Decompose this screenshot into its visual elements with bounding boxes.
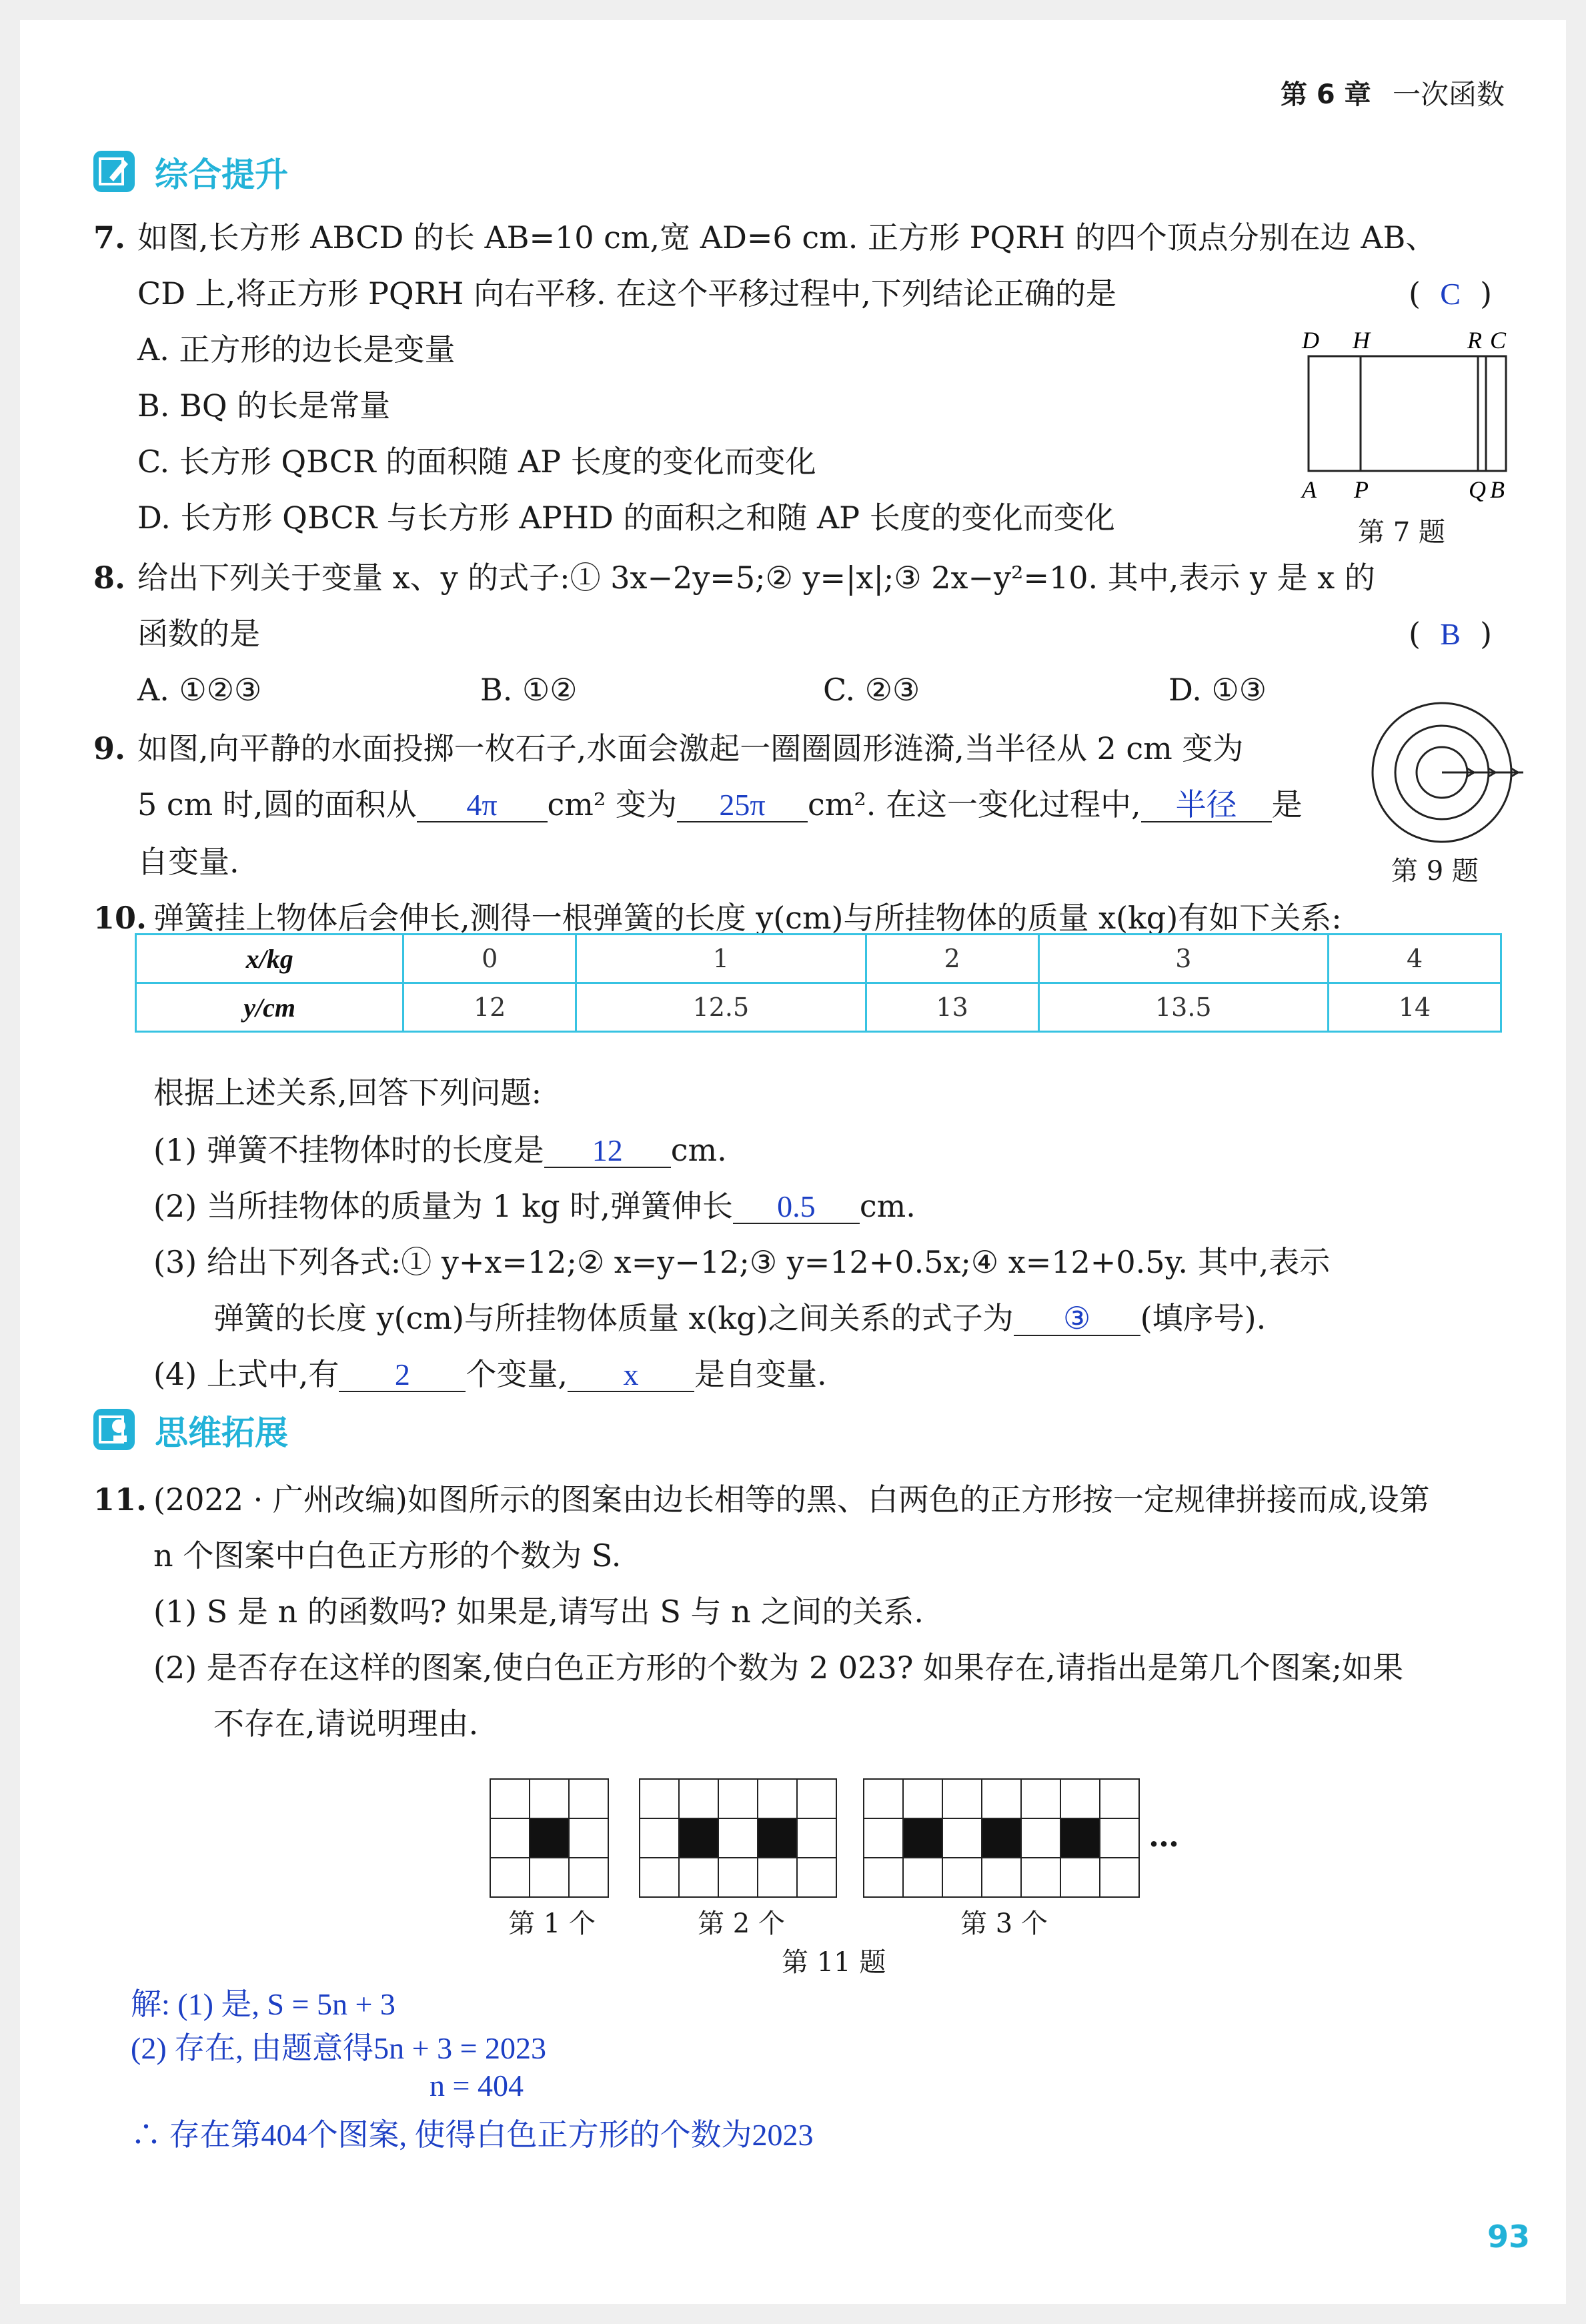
q7-figure	[1287, 327, 1514, 514]
table-cell: 12	[404, 983, 576, 1032]
table-cell: 4	[1329, 935, 1501, 983]
pattern-ellipsis: …	[1148, 1818, 1179, 1854]
q8-answer-bracket: ( B )	[1409, 616, 1493, 652]
q11-line1: (2022 · 广州改编)如图所示的图案由边长相等的黑、白两色的正方形按一定规律拼接而成,设第	[153, 1482, 1430, 1518]
q9-line2	[137, 784, 1303, 824]
q8-option-a: A. ①②③	[137, 672, 262, 708]
pattern-3	[863, 1778, 1140, 1898]
q9-line2-b: cm² 变为	[547, 786, 677, 822]
q9-line2-c: cm². 在这一变化过程中,	[807, 786, 1141, 822]
pattern-1	[490, 1778, 609, 1898]
q9-line2-d: 是	[1271, 786, 1303, 822]
q10-blank-stretch: 0.5	[733, 1191, 860, 1224]
table-row	[136, 983, 1501, 1032]
q10-part2-unit: cm.	[859, 1188, 916, 1224]
q7-option-d: D. 长方形 QBCR 与长方形 APHD 的面积之和随 AP 长度的变化而变化	[137, 500, 1115, 536]
q7-option-c: C. 长方形 QBCR 的面积随 AP 长度的变化而变化	[137, 444, 816, 480]
q8-answer: B	[1440, 617, 1461, 651]
q10-table	[135, 933, 1502, 1033]
q11-part1: (1) S 是 n 的函数吗? 如果是,请写出 S 与 n 之间的关系.	[153, 1594, 924, 1630]
table-cell: 13.5	[1038, 983, 1329, 1032]
q10-part4	[153, 1354, 827, 1394]
solution-line4: ∴ 存在第404个图案, 使得白色正方形的个数为2023	[131, 2118, 814, 2152]
q8-option-c: C. ②③	[823, 672, 920, 708]
q9-line2-a: 5 cm 时,圆的面积从	[137, 786, 417, 822]
q10-part1-text: (1) 弹簧不挂物体时的长度是	[153, 1132, 544, 1168]
fig7-label-c: C	[1490, 327, 1507, 354]
q8-option-d: D. ①③	[1168, 672, 1267, 708]
q7-line1: 如图,长方形 ABCD 的长 AB=10 cm,宽 AD=6 cm. 正方形 PQRH 的四个顶点分别在边 AB、	[137, 219, 1437, 255]
q8-number: 8.	[93, 560, 126, 596]
table-cell: 13	[866, 983, 1038, 1032]
solution-line2: (2) 存在, 由题意得5n + 3 = 2023	[131, 2031, 547, 2065]
solution-line3: n = 404	[430, 2069, 524, 2103]
q8-line1: 给出下列关于变量 x、y 的式子:① 3x−2y=5;② y=|x|;③ 2x−y²=10. 其中,表示 y 是 x 的	[137, 560, 1375, 596]
table-row	[136, 935, 1501, 983]
q9-ripple-figure	[1369, 694, 1529, 854]
section-title-comprehensive: 综合提升	[155, 155, 288, 194]
q7-caption: 第 7 题	[1358, 517, 1445, 548]
q10-blank-independent: x	[568, 1359, 694, 1392]
q7-answer: C	[1440, 277, 1461, 311]
q11-line2: n 个图案中白色正方形的个数为 S.	[153, 1538, 622, 1574]
page-number: 93	[1487, 2219, 1531, 2255]
solution-line1: 解: (1) 是, S = 5n + 3	[131, 1987, 395, 2021]
q10-part2	[153, 1186, 916, 1226]
chapter-title: 一次函数	[1393, 78, 1505, 111]
fig7-label-r: R	[1467, 327, 1482, 354]
table-header-y: y/cm	[136, 983, 404, 1032]
q10-blank-var-count: 2	[339, 1359, 466, 1392]
q10-part1-unit: cm.	[670, 1132, 727, 1168]
q8-option-b: B. ①②	[480, 672, 578, 708]
section-title-thinking: 思维拓展	[155, 1413, 288, 1452]
fig7-label-h: H	[1353, 327, 1370, 354]
q11-number: 11.	[93, 1482, 147, 1518]
table-cell: 3	[1038, 935, 1329, 983]
q10-part3-text: 弹簧的长度 y(cm)与所挂物体质量 x(kg)之间关系的式子为	[213, 1300, 1014, 1336]
q10-part4-text-a: (4) 上式中,有	[153, 1356, 339, 1392]
q9-blank-area-final: 25π	[677, 789, 808, 822]
q10-part2-text: (2) 当所挂物体的质量为 1 kg 时,弹簧伸长	[153, 1188, 733, 1224]
q7-line2: CD 上,将正方形 PQRH 向右平移. 在这个平移过程中,下列结论正确的是	[137, 275, 1116, 312]
table-cell: 0	[404, 935, 576, 983]
q8-line2: 函数的是	[137, 616, 260, 652]
pattern-1-label: 第 1 个	[508, 1908, 596, 1939]
q9-line3: 自变量.	[137, 844, 239, 880]
q9-blank-independent-var: 半径	[1141, 789, 1272, 822]
q10-part3-line2	[213, 1298, 1266, 1338]
fig7-label-b: B	[1490, 476, 1505, 503]
chapter-label: 第 6 章	[1281, 79, 1371, 110]
table-header-x: x/kg	[136, 935, 404, 983]
q10-part4-text-c: 是自变量.	[694, 1356, 827, 1392]
q10-part3-suffix: (填序号).	[1140, 1300, 1267, 1336]
q9-number: 9.	[93, 730, 126, 766]
fig7-label-a: A	[1302, 476, 1317, 503]
pattern-2-label: 第 2 个	[698, 1908, 785, 1939]
q7-option-b: B. BQ 的长是常量	[137, 388, 391, 424]
q10-part1	[153, 1130, 727, 1170]
pencil-icon	[93, 151, 135, 192]
q10-lead: 根据上述关系,回答下列问题:	[153, 1075, 542, 1111]
q9-caption: 第 9 题	[1391, 856, 1479, 887]
q7-number: 7.	[93, 219, 126, 255]
pattern-3-label: 第 3 个	[960, 1908, 1048, 1939]
q10-number: 10.	[93, 900, 147, 936]
q11-part2-line1: (2) 是否存在这样的图案,使白色正方形的个数为 2 023? 如果存在,请指出是第几个图案;如果	[153, 1650, 1404, 1686]
q10-blank-formula: ③	[1014, 1303, 1140, 1336]
puzzle-icon	[93, 1409, 135, 1450]
table-cell: 2	[866, 935, 1038, 983]
table-cell: 1	[576, 935, 866, 983]
q10-part3-line1: (3) 给出下列各式:① y+x=12;② x=y−12;③ y=12+0.5x;④ x=12+0.5y. 其中,表示	[153, 1244, 1331, 1280]
q11-part2-line2: 不存在,请说明理由.	[213, 1706, 479, 1742]
q10-part4-text-b: 个变量,	[466, 1356, 568, 1392]
fig7-label-q: Q	[1469, 476, 1486, 503]
q7-option-a: A. 正方形的边长是变量	[137, 332, 456, 368]
q9-line1: 如图,向平静的水面投掷一枚石子,水面会激起一圈圈圆形涟漪,当半径从 2 cm 变为	[137, 730, 1244, 766]
fig7-label-d: D	[1302, 327, 1319, 354]
q7-answer-bracket: ( C )	[1409, 275, 1493, 312]
q9-blank-area-initial: 4π	[417, 789, 548, 822]
q10-blank-length: 12	[544, 1135, 671, 1168]
q11-caption: 第 11 题	[782, 1947, 886, 1978]
pattern-2	[639, 1778, 837, 1898]
table-cell: 14	[1329, 983, 1501, 1032]
q10-intro: 弹簧挂上物体后会伸长,测得一根弹簧的长度 y(cm)与所挂物体的质量 x(kg)有如下关系:	[153, 900, 1342, 936]
table-cell: 12.5	[576, 983, 866, 1032]
fig7-label-p: P	[1354, 476, 1369, 503]
